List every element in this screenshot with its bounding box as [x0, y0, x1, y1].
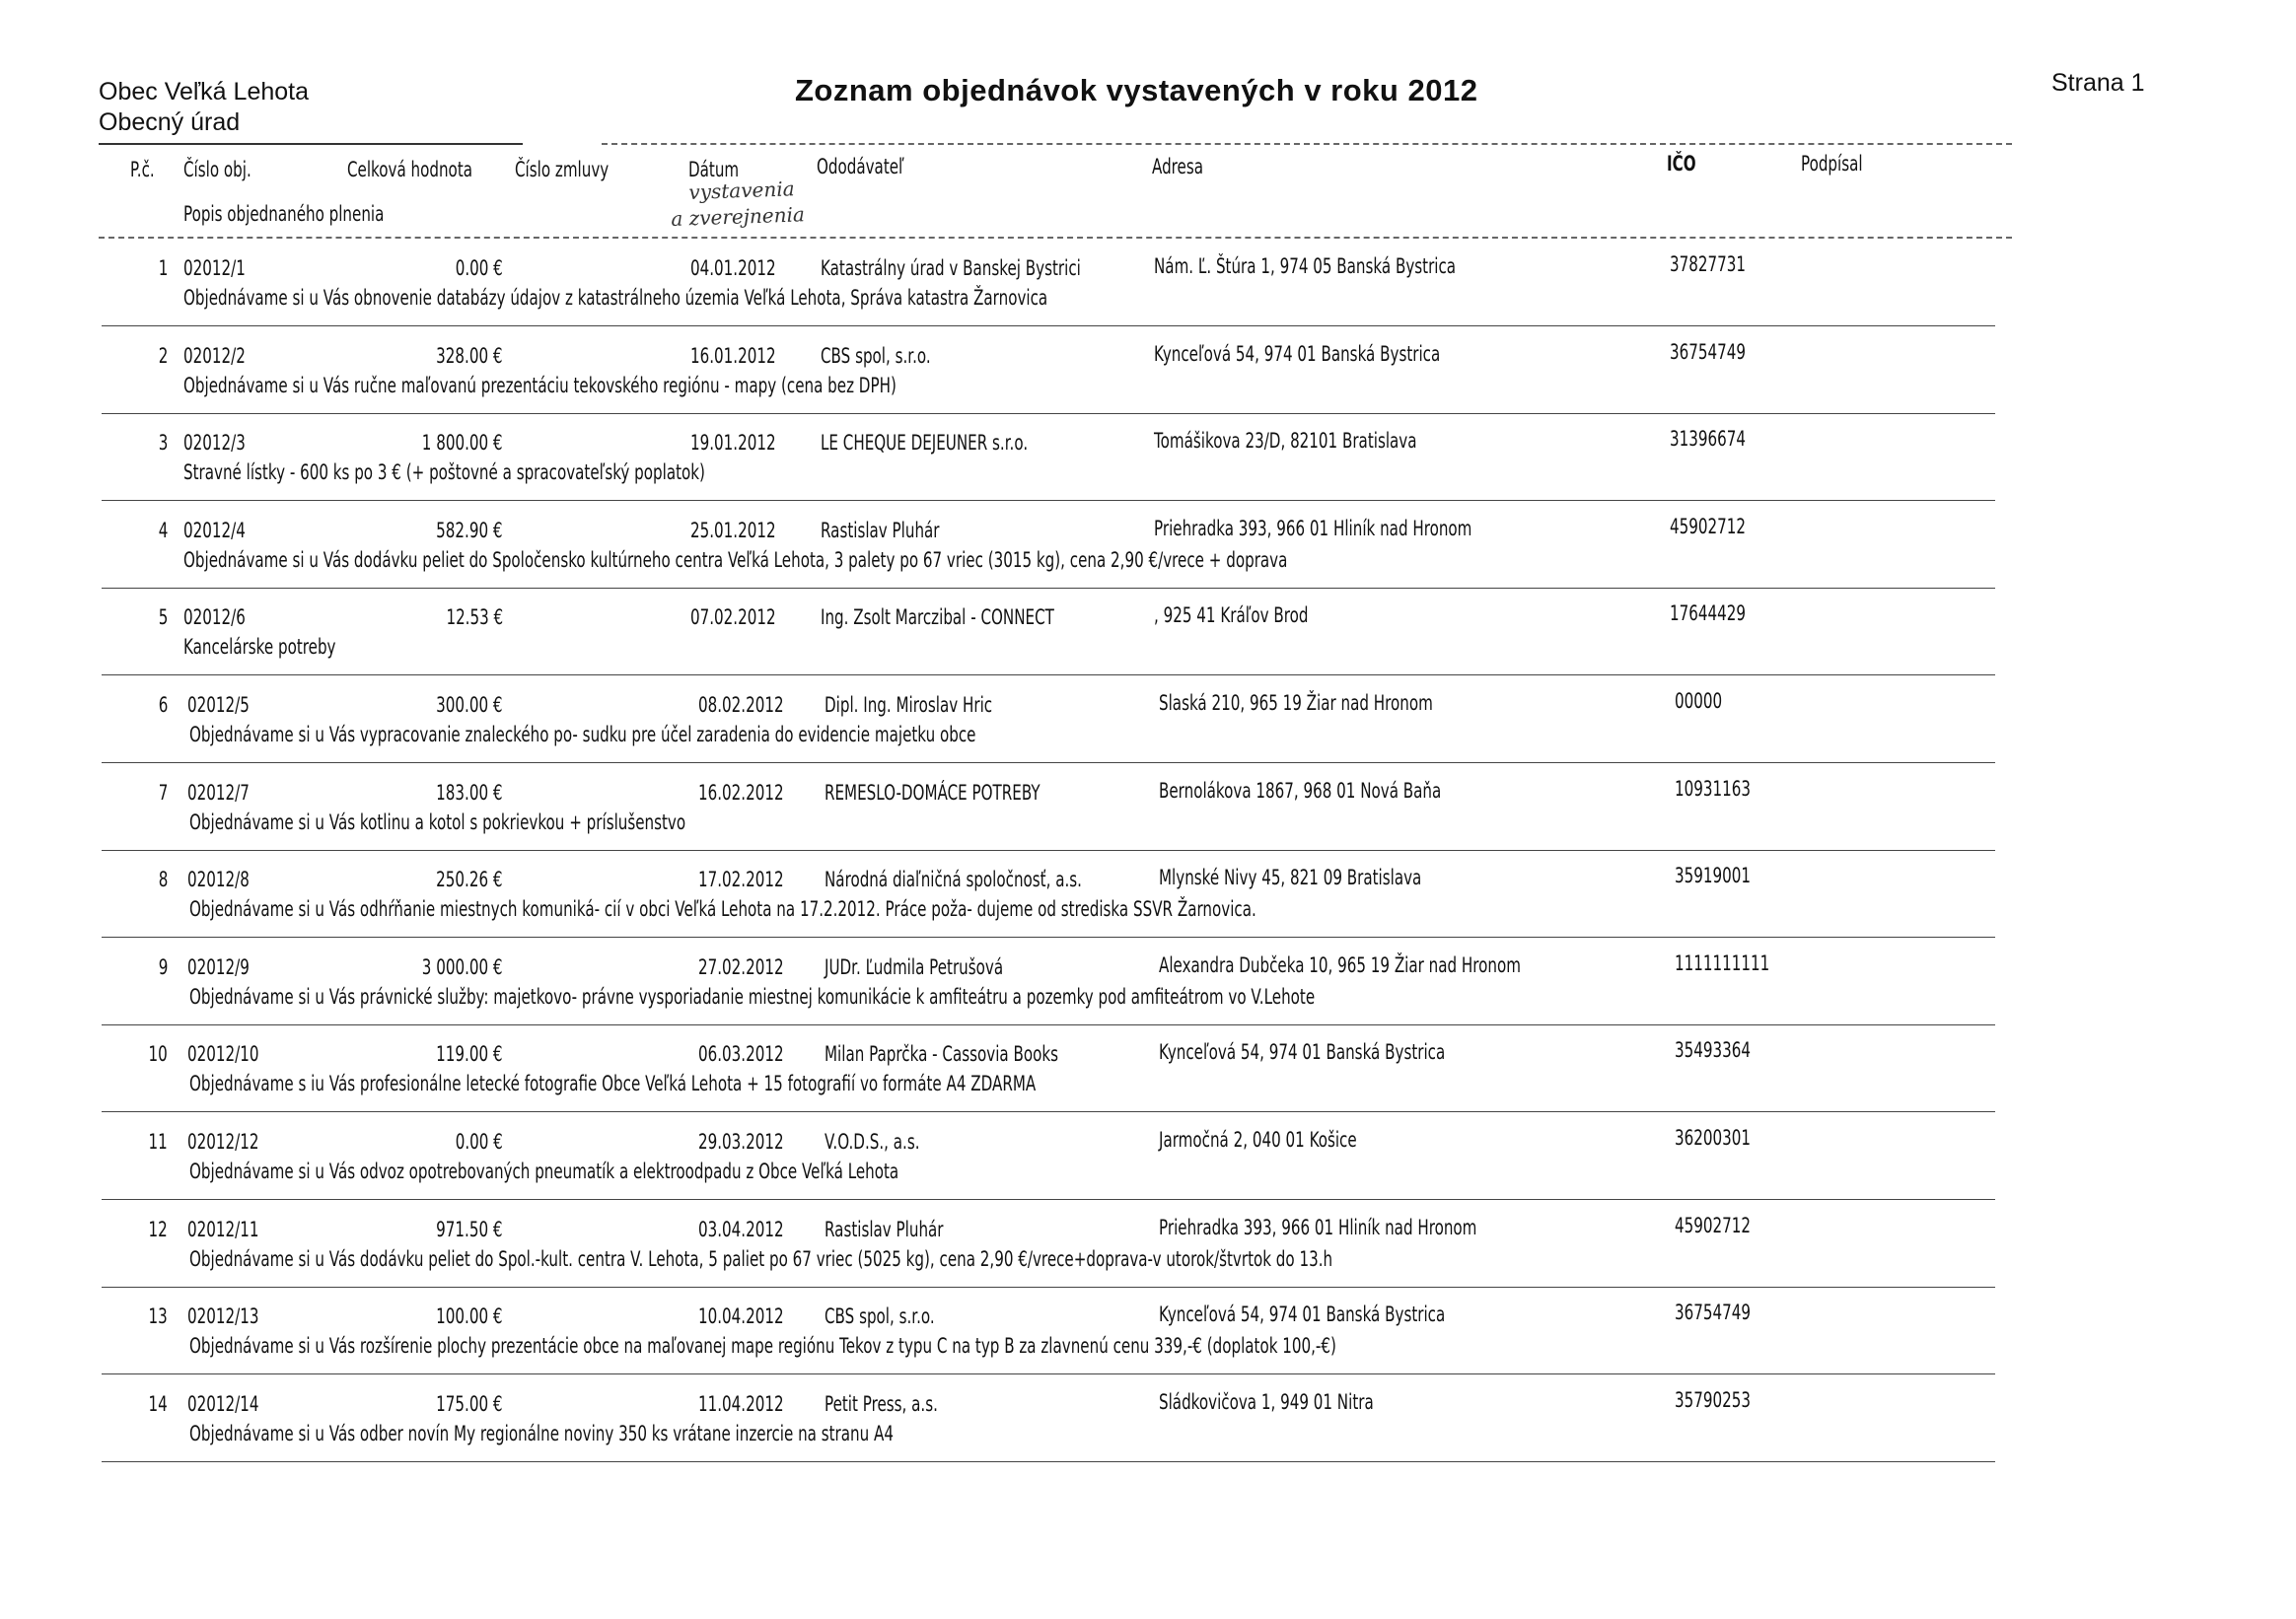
row-number: 13 — [148, 1304, 168, 1329]
order-value: 100.00 € — [436, 1304, 503, 1329]
row-number: 7 — [158, 780, 168, 805]
order-description: Objednávame si u Vás kotlinu a kotol s pokrievkou + príslušenstvo — [189, 810, 686, 834]
supplier-ico: 36754749 — [1675, 1301, 1751, 1325]
order-number: 02012/5 — [187, 693, 250, 717]
table-row — [0, 681, 2296, 768]
order-description: Objednávame si u Vás vypracovanie znaleckého po- sudku pre účel zaradenia do evidencie majetku obce — [189, 723, 976, 746]
supplier-address: Kynceľová 54, 974 01 Banská Bystrica — [1154, 341, 1441, 366]
row-divider — [102, 325, 1995, 326]
order-value: 582.90 € — [436, 518, 503, 542]
row-divider — [102, 1199, 1995, 1200]
order-number: 02012/8 — [187, 868, 250, 892]
table-row — [0, 594, 2296, 680]
order-value: 0.00 € — [455, 256, 503, 280]
row-divider — [102, 413, 1995, 414]
row-divider — [102, 937, 1995, 938]
supplier-ico: 37827731 — [1670, 252, 1746, 276]
page-title: Zoznam objednávok vystavených v roku 2012 — [795, 73, 1478, 107]
supplier-address: Kynceľová 54, 974 01 Banská Bystrica — [1159, 1040, 1446, 1065]
supplier-address: Alexandra Dubčeka 10, 965 19 Žiar nad Hronom — [1159, 952, 1521, 977]
supplier-ico: 00000 — [1675, 689, 1723, 713]
supplier-ico: 45902712 — [1670, 514, 1746, 538]
handwritten-note-published: a zverejnenia — [671, 202, 806, 231]
order-value: 328.00 € — [436, 343, 503, 368]
table-row — [0, 332, 2296, 419]
supplier-ico: 36754749 — [1670, 339, 1746, 364]
supplier-ico: 17644429 — [1670, 601, 1746, 626]
order-number: 02012/11 — [187, 1217, 259, 1241]
order-date: 07.02.2012 — [690, 605, 776, 630]
row-number: 5 — [158, 605, 168, 630]
order-number: 02012/14 — [187, 1391, 259, 1416]
supplier-address: Kynceľová 54, 974 01 Banská Bystrica — [1159, 1302, 1446, 1327]
supplier-name: REMESLO-DOMÁCE POTREBY — [825, 780, 1040, 805]
order-description: Objednávame si u Vás rozšírenie plochy prezentácie obce na maľovanej mape regiónu Tekov z typu C na typ B za zlavnenú cenu 339,-€ (doplatok 100,-€) — [189, 1334, 1336, 1359]
column-header-date: Dátum — [688, 158, 740, 181]
order-value: 175.00 € — [436, 1391, 503, 1416]
row-number: 3 — [158, 431, 168, 456]
supplier-name: CBS spol, s.r.o. — [825, 1304, 935, 1329]
table-row — [0, 944, 2296, 1030]
order-value: 183.00 € — [436, 780, 503, 805]
table-row — [0, 1380, 2296, 1467]
supplier-name: CBS spol, s.r.o. — [821, 343, 931, 368]
order-description: Objednávame s iu Vás profesionálne letecké fotografie Obce Veľká Lehota + 15 fotografií vo formáte A4 ZDARMA — [189, 1072, 1037, 1096]
supplier-ico: 35919001 — [1675, 864, 1751, 888]
row-divider — [102, 1461, 1995, 1462]
handwritten-note-issued: vystavenia — [688, 176, 795, 204]
supplier-name: V.O.D.S., a.s. — [825, 1130, 920, 1154]
order-date: 08.02.2012 — [698, 693, 784, 717]
row-divider — [102, 1287, 1995, 1288]
order-date: 16.01.2012 — [690, 343, 776, 368]
order-date: 29.03.2012 — [698, 1130, 784, 1154]
column-header-ico: IČO — [1667, 152, 1696, 176]
column-header-supplier: Ododávateľ — [817, 155, 904, 178]
order-number: 02012/3 — [183, 431, 246, 456]
order-number: 02012/13 — [187, 1304, 259, 1329]
order-number: 02012/2 — [183, 343, 246, 368]
order-number: 02012/9 — [187, 954, 250, 979]
order-value: 12.53 € — [446, 605, 503, 630]
row-number: 6 — [158, 693, 168, 717]
order-date: 10.04.2012 — [698, 1304, 784, 1329]
supplier-address: , 925 41 Kráľov Brod — [1154, 603, 1309, 628]
order-date: 11.04.2012 — [698, 1391, 784, 1416]
row-number: 12 — [148, 1217, 168, 1241]
order-value: 0.00 € — [455, 1130, 503, 1154]
page-number: Strana 1 — [2051, 69, 2145, 97]
row-divider — [102, 1111, 1995, 1112]
order-description: Objednávame si u Vás dodávku peliet do Spol.-kult. centra V. Lehota, 5 paliet po 67 vriec (5025 kg), cena 2,90 €/vrece+doprava-v utorok/štvrtok do 13.h — [189, 1246, 1333, 1271]
supplier-address: Sládkovičova 1, 949 01 Nitra — [1159, 1389, 1374, 1414]
table-row — [0, 507, 2296, 594]
supplier-ico: 10931163 — [1675, 776, 1751, 801]
order-description: Objednávame si u Vás odhŕňanie miestnych komuniká- cií v obci Veľká Lehota na 17.2.2012. Práce poža- dujeme od strediska SSVR Žarnovica. — [189, 897, 1256, 922]
supplier-address: Priehradka 393, 966 01 Hliník nad Hronom — [1159, 1215, 1477, 1239]
supplier-address: Priehradka 393, 966 01 Hliník nad Hronom — [1154, 516, 1472, 540]
order-description: Objednávame si u Vás dodávku peliet do Spoločensko kultúrneho centra Veľká Lehota, 3 palety po 67 vriec (3015 kg), cena 2,90 €/vrece + doprava — [183, 547, 1288, 572]
row-number: 9 — [158, 954, 168, 979]
row-divider — [102, 500, 1995, 501]
row-number: 2 — [158, 343, 168, 368]
row-divider — [102, 674, 1995, 675]
row-number: 14 — [148, 1391, 168, 1416]
supplier-address: Tomášikova 23/D, 82101 Bratislava — [1154, 429, 1417, 454]
header-rule-dashed — [602, 143, 2012, 145]
organization-block — [99, 77, 309, 138]
table-row — [0, 1118, 2296, 1205]
supplier-ico: 35790253 — [1675, 1387, 1751, 1412]
table-row — [0, 419, 2296, 506]
supplier-name: Národná diaľničná spoločnosť, a.s. — [825, 868, 1082, 892]
table-row — [0, 245, 2296, 331]
row-number: 10 — [148, 1042, 168, 1067]
supplier-ico: 31396674 — [1670, 427, 1746, 452]
row-number: 4 — [158, 518, 168, 542]
column-header-address: Adresa — [1152, 155, 1204, 178]
order-value: 250.26 € — [436, 868, 503, 892]
order-value: 971.50 € — [436, 1217, 503, 1241]
order-value: 300.00 € — [436, 693, 503, 717]
table-row — [0, 1293, 2296, 1379]
office-name: Obecný úrad — [99, 108, 241, 136]
supplier-ico: 36200301 — [1675, 1126, 1751, 1150]
supplier-name: Katastrálny úrad v Banskej Bystrici — [821, 256, 1081, 280]
row-number: 8 — [158, 868, 168, 892]
order-value: 3 000.00 € — [422, 954, 503, 979]
order-description: Objednávame si u Vás odber novín My regionálne noviny 350 ks vrátane inzercie na stranu A4 — [189, 1421, 894, 1445]
order-number: 02012/4 — [183, 518, 246, 542]
order-date: 06.03.2012 — [698, 1042, 784, 1067]
order-date: 17.02.2012 — [698, 868, 784, 892]
order-date: 04.01.2012 — [690, 256, 776, 280]
column-header-description: Popis objednaného plnenia — [183, 202, 385, 226]
order-number: 02012/6 — [183, 605, 246, 630]
order-date: 25.01.2012 — [690, 518, 776, 542]
table-row — [0, 769, 2296, 856]
order-number: 02012/1 — [183, 256, 246, 280]
column-header-contract-number: Číslo zmluvy — [515, 158, 610, 181]
order-number: 02012/10 — [187, 1042, 259, 1067]
supplier-name: LE CHEQUE DEJEUNER s.r.o. — [821, 431, 1029, 456]
order-number: 02012/7 — [187, 780, 250, 805]
order-date: 03.04.2012 — [698, 1217, 784, 1241]
order-description: Stravné lístky - 600 ks po 3 € (+ poštovné a spracovateľský poplatok) — [183, 460, 705, 485]
supplier-ico: 1111111111 — [1675, 950, 1770, 975]
table-row — [0, 1206, 2296, 1293]
row-divider — [102, 850, 1995, 851]
order-value: 119.00 € — [436, 1042, 503, 1067]
supplier-name: Rastislav Pluhár — [825, 1217, 944, 1241]
order-value: 1 800.00 € — [422, 431, 503, 456]
supplier-address: Slaská 210, 965 19 Žiar nad Hronom — [1159, 691, 1433, 715]
order-description: Objednávame si u Vás ručne maľovanú prezentáciu tekovského regiónu - mapy (cena bez DPH) — [183, 373, 897, 397]
supplier-address: Bernolákova 1867, 968 01 Nová Baňa — [1159, 778, 1442, 803]
column-header-order-number: Číslo obj. — [183, 158, 251, 181]
table-row — [0, 1030, 2296, 1117]
supplier-name: Ing. Zsolt Marczibal - CONNECT — [821, 605, 1054, 630]
supplier-ico: 35493364 — [1675, 1038, 1751, 1063]
supplier-name: Dipl. Ing. Miroslav Hric — [825, 693, 993, 717]
supplier-address: Mlynské Nivy 45, 821 09 Bratislava — [1159, 866, 1422, 890]
order-description: Kancelárske potreby — [183, 635, 336, 660]
row-divider — [102, 1024, 1995, 1025]
supplier-name: JUDr. Ľudmila Petrušová — [825, 954, 1004, 979]
supplier-address: Jarmočná 2, 040 01 Košice — [1159, 1128, 1357, 1152]
supplier-name: Milan Paprčka - Cassovia Books — [825, 1042, 1058, 1067]
supplier-address: Nám. Ľ. Štúra 1, 974 05 Banská Bystrica — [1154, 254, 1457, 278]
order-date: 16.02.2012 — [698, 780, 784, 805]
column-header-signed: Podpísal — [1801, 152, 1863, 176]
row-divider — [102, 762, 1995, 763]
row-number: 1 — [158, 256, 168, 280]
supplier-ico: 45902712 — [1675, 1213, 1751, 1237]
column-header-rule — [99, 237, 2012, 239]
supplier-name: Petit Press, a.s. — [825, 1391, 938, 1416]
organization-name: Obec Veľká Lehota — [99, 78, 310, 106]
order-date: 27.02.2012 — [698, 954, 784, 979]
row-divider — [102, 588, 1995, 589]
row-number: 11 — [148, 1130, 168, 1154]
row-divider — [102, 1373, 1995, 1374]
column-header-pc: P.č. — [130, 158, 155, 181]
order-number: 02012/12 — [187, 1130, 259, 1154]
header-rule — [99, 143, 523, 145]
table-row — [0, 856, 2296, 943]
supplier-name: Rastislav Pluhár — [821, 518, 940, 542]
order-description: Objednávame si u Vás obnovenie databázy údajov z katastrálneho územia Veľká Lehota, Správa katastra Žarnovica — [183, 286, 1048, 310]
order-description: Objednávame si u Vás odvoz opotrebovaných pneumatík a elektroodpadu z Obce Veľká Lehota — [189, 1160, 899, 1183]
column-header-total-value: Celková hodnota — [347, 158, 473, 181]
order-description: Objednávame si u Vás právnické služby: majetkovo- právne vysporiadanie miestnej komunikácie k amfiteátru a pozemky pod amfiteátrom vo V.Lehote — [189, 984, 1316, 1009]
order-date: 19.01.2012 — [690, 431, 776, 456]
